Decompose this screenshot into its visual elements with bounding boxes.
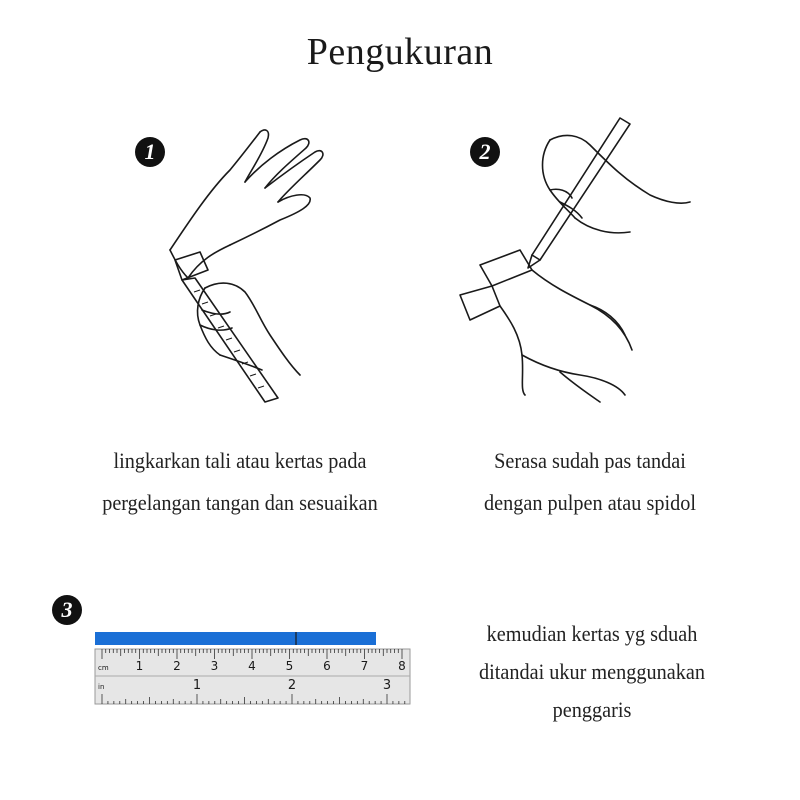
ruler-svg: [94, 632, 412, 706]
cm-label: 5: [285, 659, 294, 673]
step-3-badge: 3: [52, 595, 82, 625]
marked-paper-strip: [95, 632, 376, 645]
step-2-caption-line-2: dengan pulpen atau spidol: [484, 490, 696, 515]
step-2-caption-line-1: Serasa sudah pas tandai: [494, 448, 686, 473]
cm-label: 7: [360, 659, 369, 673]
cm-label: 4: [248, 659, 256, 673]
step-1-caption-line-1: lingkarkan tali atau kertas pada: [113, 448, 367, 473]
hand-with-pen-illustration: [450, 110, 700, 410]
hand-with-tape-illustration: [150, 120, 330, 420]
cm-label: 2: [173, 659, 181, 673]
inch-label: 3: [382, 678, 392, 693]
cm-label: 3: [210, 659, 219, 673]
step-3-caption: [426, 615, 757, 729]
cm-unit: cm: [98, 664, 109, 672]
step-2-badge: 2: [470, 137, 500, 167]
step-2-caption: [424, 440, 755, 524]
cm-label: 1: [135, 659, 144, 673]
ruler-illustration: [94, 632, 412, 706]
step-1-caption: [74, 440, 405, 524]
step-1-badge: 1: [135, 137, 165, 167]
page-title: Pengukuran: [306, 31, 494, 73]
inch-label: 2: [287, 678, 297, 693]
cm-label: 6: [323, 659, 331, 673]
inch-unit: in: [98, 683, 105, 691]
step-3-caption-line-2: ditandai ukur menggunakan: [479, 659, 705, 684]
step-3-caption-line-1: kemudian kertas yg sduah: [486, 621, 698, 646]
cm-label: 8: [398, 659, 406, 673]
inch-label: 1: [192, 678, 202, 693]
step-3-caption-line-3: penggaris: [552, 697, 632, 722]
step-1-caption-line-2: pergelangan tangan dan sesuaikan: [102, 490, 378, 515]
